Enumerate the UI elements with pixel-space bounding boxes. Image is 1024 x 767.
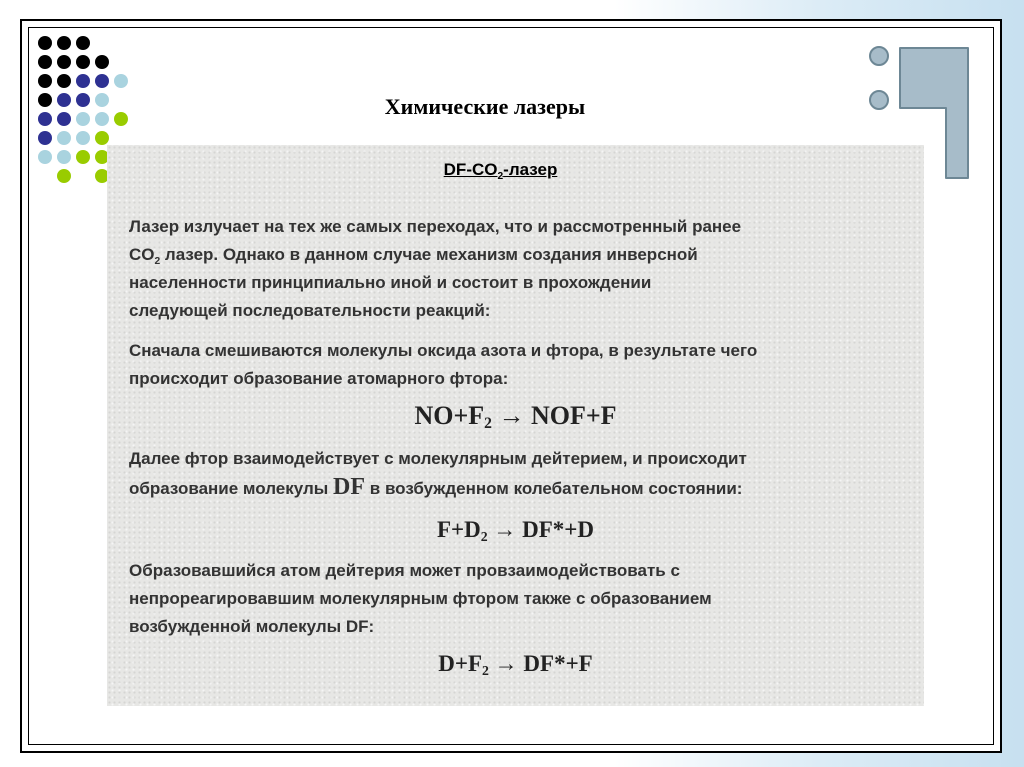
decorative-dot <box>114 74 128 88</box>
paragraph-step2: Далее фтор взаимодействует с молекулярным дейтерием, и происходит образование молекулы DF в возбужденном колебательном состоянии: <box>129 449 747 500</box>
section-subtitle: $DF-CO_2$-лазер <box>443 160 558 182</box>
decorative-dot <box>38 131 52 145</box>
paragraph-step3: Образовавшийся атом дейтерия может провзаимодействовать с непрореагировавшим молекулярным фтором также с образованием возбужденной молекулы DF: <box>129 561 712 636</box>
equation-1: $NO+F_2 \to NOF+F$ <box>414 401 617 432</box>
decorative-dot <box>38 36 52 50</box>
decorative-dot <box>76 74 90 88</box>
decorative-dot <box>57 36 71 50</box>
slide-title: Химические лазеры <box>384 94 586 119</box>
decorative-dot <box>95 131 109 145</box>
decorative-dot <box>38 55 52 69</box>
decorative-dot <box>38 74 52 88</box>
paragraph-intro: Лазер излучает на тех же самых переходах, что и рассмотренный ранее $CO_2$ лазер. Однако в данном случае механизм создания инверсной населенности принципиально иной и состоит в прохождении следующей последовательности реакций: <box>129 217 742 320</box>
decorative-dot <box>57 55 71 69</box>
decorative-dot <box>57 150 71 164</box>
decorative-dot <box>95 74 109 88</box>
decorative-dot <box>57 74 71 88</box>
equation-3: $D+F_2 \to DF*+F$ <box>438 651 593 678</box>
decorative-dot <box>57 131 71 145</box>
decorative-dot <box>95 55 109 69</box>
decorative-dot <box>76 131 90 145</box>
decorative-dot <box>76 36 90 50</box>
decorative-dot <box>76 55 90 69</box>
decorative-dot <box>38 150 52 164</box>
decorative-dot <box>57 169 71 183</box>
content-panel <box>107 145 924 706</box>
equation-2: $F+D_2 \to DF*+D$ <box>436 517 595 544</box>
paragraph-step1: Сначала смешиваются молекулы оксида азота и фтора, в результате чего происходит образование атомарного фтора: <box>129 341 758 388</box>
decorative-dot <box>76 150 90 164</box>
